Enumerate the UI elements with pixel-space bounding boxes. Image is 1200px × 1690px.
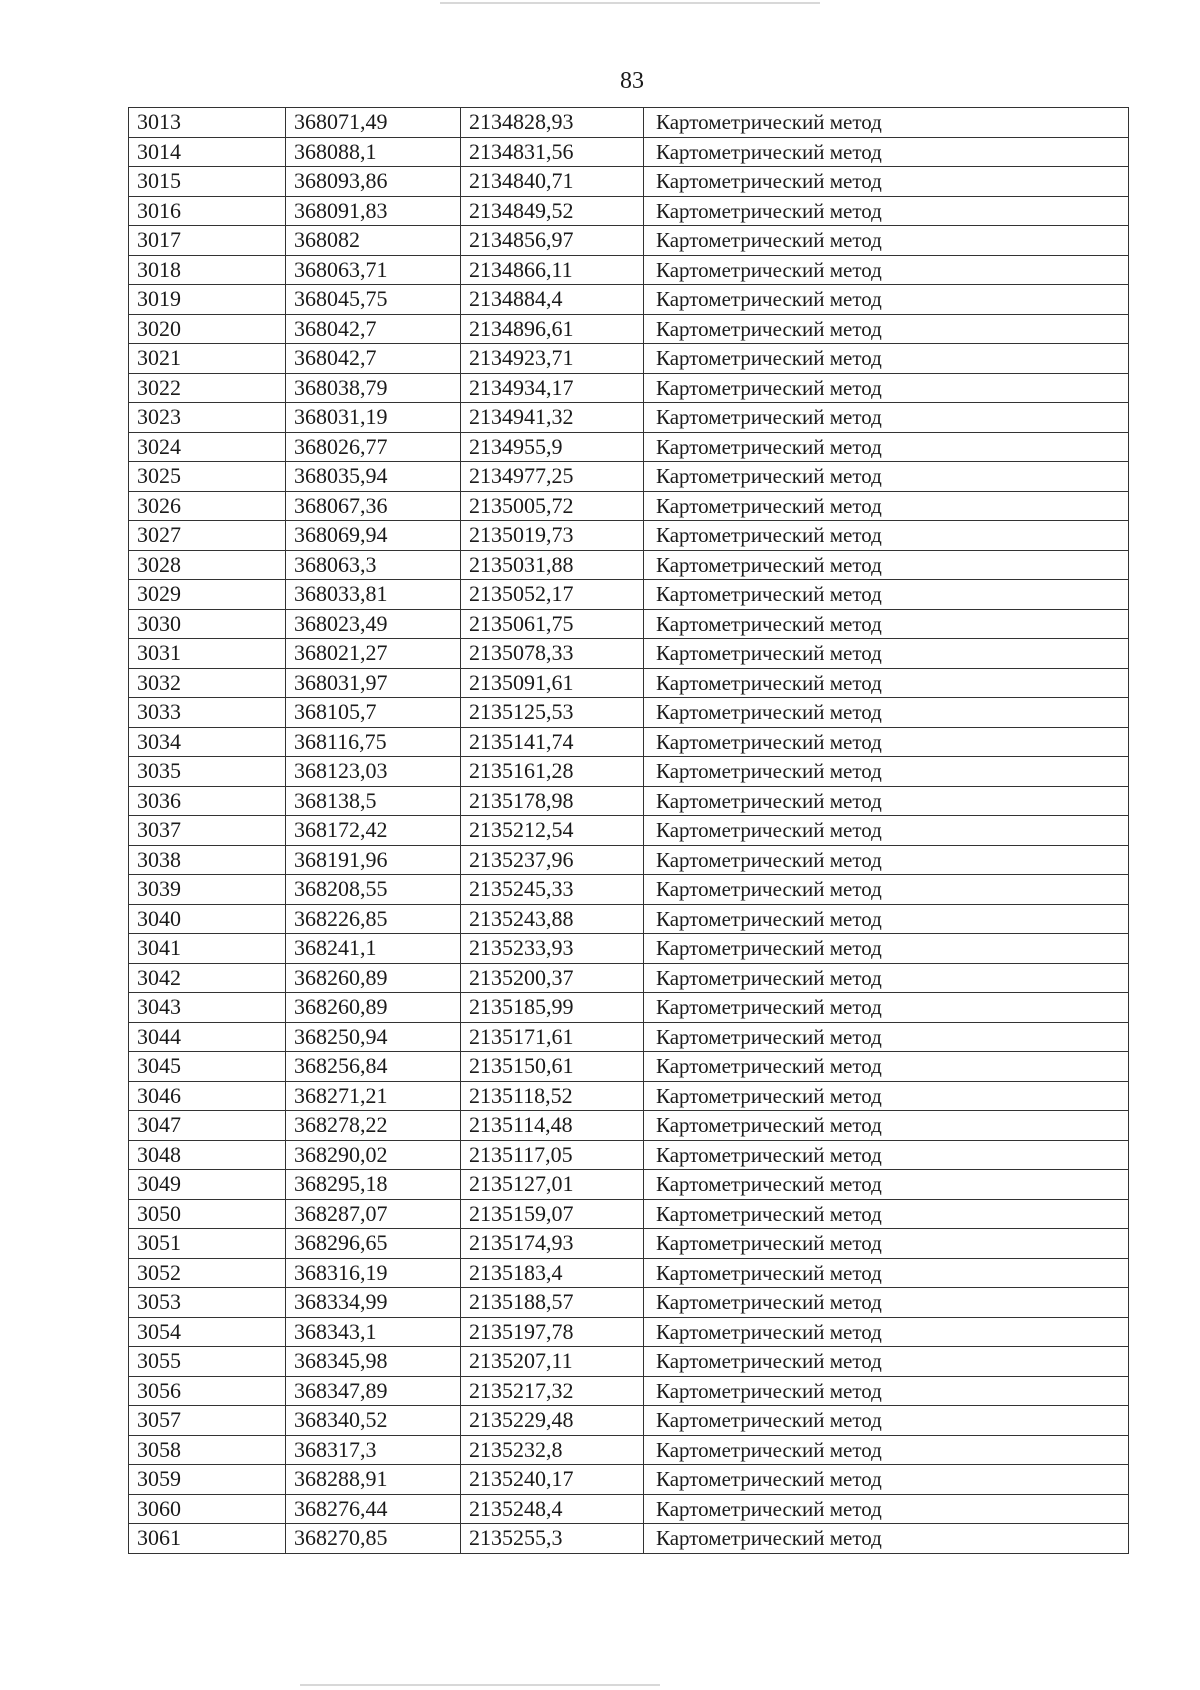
scan-artifact-bottom: [300, 1684, 660, 1686]
x-coordinate-cell: 368042,7: [286, 314, 461, 344]
table-row: [129, 137, 1129, 167]
y-coordinate-cell: 2135217,32: [461, 1376, 644, 1406]
table-row: [129, 757, 1129, 787]
x-coordinate-cell: 368287,07: [286, 1199, 461, 1229]
method-cell: Картометрический метод: [644, 1406, 1129, 1436]
x-coordinate-cell: 368290,02: [286, 1140, 461, 1170]
point-number-cell: 3045: [129, 1052, 286, 1082]
y-coordinate-cell: 2135114,48: [461, 1111, 644, 1141]
method-cell: Картометрический метод: [644, 462, 1129, 492]
table-row: [129, 314, 1129, 344]
table-row: [129, 845, 1129, 875]
method-cell: Картометрический метод: [644, 1524, 1129, 1554]
y-coordinate-cell: 2135207,11: [461, 1347, 644, 1377]
y-coordinate-cell: 2135243,88: [461, 904, 644, 934]
x-coordinate-cell: 368250,94: [286, 1022, 461, 1052]
method-cell: Картометрический метод: [644, 1317, 1129, 1347]
y-coordinate-cell: 2135117,05: [461, 1140, 644, 1170]
x-coordinate-cell: 368270,85: [286, 1524, 461, 1554]
table-row: [129, 993, 1129, 1023]
table-row: [129, 521, 1129, 551]
table-row: [129, 698, 1129, 728]
point-number-cell: 3044: [129, 1022, 286, 1052]
y-coordinate-cell: 2134977,25: [461, 462, 644, 492]
table-row: [129, 1494, 1129, 1524]
point-number-cell: 3041: [129, 934, 286, 964]
x-coordinate-cell: 368260,89: [286, 963, 461, 993]
method-cell: Картометрический метод: [644, 1347, 1129, 1377]
x-coordinate-cell: 368021,27: [286, 639, 461, 669]
method-cell: Картометрический метод: [644, 285, 1129, 315]
table-row: [129, 639, 1129, 669]
method-cell: Картометрический метод: [644, 1052, 1129, 1082]
table-row: [129, 108, 1129, 138]
x-coordinate-cell: 368340,52: [286, 1406, 461, 1436]
method-cell: Картометрический метод: [644, 432, 1129, 462]
x-coordinate-cell: 368033,81: [286, 580, 461, 610]
point-number-cell: 3022: [129, 373, 286, 403]
table-row: [129, 1376, 1129, 1406]
table-row: [129, 1435, 1129, 1465]
table-row: [129, 1022, 1129, 1052]
page-number: 83: [620, 68, 644, 94]
table-row: [129, 167, 1129, 197]
point-number-cell: 3029: [129, 580, 286, 610]
method-cell: Картометрический метод: [644, 1465, 1129, 1495]
method-cell: Картометрический метод: [644, 727, 1129, 757]
y-coordinate-cell: 2135212,54: [461, 816, 644, 846]
x-coordinate-cell: 368256,84: [286, 1052, 461, 1082]
x-coordinate-cell: 368288,91: [286, 1465, 461, 1495]
y-coordinate-cell: 2135161,28: [461, 757, 644, 787]
method-cell: Картометрический метод: [644, 196, 1129, 226]
point-number-cell: 3050: [129, 1199, 286, 1229]
point-number-cell: 3049: [129, 1170, 286, 1200]
x-coordinate-cell: 368347,89: [286, 1376, 461, 1406]
y-coordinate-cell: 2135248,4: [461, 1494, 644, 1524]
table-row: [129, 196, 1129, 226]
x-coordinate-cell: 368345,98: [286, 1347, 461, 1377]
x-coordinate-cell: 368069,94: [286, 521, 461, 551]
point-number-cell: 3028: [129, 550, 286, 580]
method-cell: Картометрический метод: [644, 167, 1129, 197]
y-coordinate-cell: 2135240,17: [461, 1465, 644, 1495]
y-coordinate-cell: 2134828,93: [461, 108, 644, 138]
x-coordinate-cell: 368063,3: [286, 550, 461, 580]
x-coordinate-cell: 368343,1: [286, 1317, 461, 1347]
point-number-cell: 3015: [129, 167, 286, 197]
point-number-cell: 3040: [129, 904, 286, 934]
method-cell: Картометрический метод: [644, 963, 1129, 993]
x-coordinate-cell: 368105,7: [286, 698, 461, 728]
table-row: [129, 344, 1129, 374]
x-coordinate-cell: 368042,7: [286, 344, 461, 374]
point-number-cell: 3018: [129, 255, 286, 285]
point-number-cell: 3052: [129, 1258, 286, 1288]
method-cell: Картометрический метод: [644, 1199, 1129, 1229]
x-coordinate-cell: 368295,18: [286, 1170, 461, 1200]
point-number-cell: 3025: [129, 462, 286, 492]
y-coordinate-cell: 2135233,93: [461, 934, 644, 964]
x-coordinate-cell: 368038,79: [286, 373, 461, 403]
table-row: [129, 462, 1129, 492]
method-cell: Картометрический метод: [644, 698, 1129, 728]
y-coordinate-cell: 2135052,17: [461, 580, 644, 610]
y-coordinate-cell: 2135237,96: [461, 845, 644, 875]
table-row: [129, 432, 1129, 462]
x-coordinate-cell: 368063,71: [286, 255, 461, 285]
point-number-cell: 3053: [129, 1288, 286, 1318]
method-cell: Картометрический метод: [644, 639, 1129, 669]
point-number-cell: 3034: [129, 727, 286, 757]
x-coordinate-cell: 368031,19: [286, 403, 461, 433]
table-row: [129, 963, 1129, 993]
y-coordinate-cell: 2135118,52: [461, 1081, 644, 1111]
table-row: [129, 1347, 1129, 1377]
x-coordinate-cell: 368276,44: [286, 1494, 461, 1524]
method-cell: Картометрический метод: [644, 845, 1129, 875]
x-coordinate-cell: 368316,19: [286, 1258, 461, 1288]
point-number-cell: 3046: [129, 1081, 286, 1111]
y-coordinate-cell: 2135232,8: [461, 1435, 644, 1465]
table-row: [129, 491, 1129, 521]
y-coordinate-cell: 2134923,71: [461, 344, 644, 374]
y-coordinate-cell: 2135197,78: [461, 1317, 644, 1347]
table-row: [129, 904, 1129, 934]
point-number-cell: 3020: [129, 314, 286, 344]
method-cell: Картометрический метод: [644, 904, 1129, 934]
y-coordinate-cell: 2135185,99: [461, 993, 644, 1023]
x-coordinate-cell: 368035,94: [286, 462, 461, 492]
x-coordinate-cell: 368226,85: [286, 904, 461, 934]
table-row: [129, 1406, 1129, 1436]
method-cell: Картометрический метод: [644, 1288, 1129, 1318]
table-row: [129, 285, 1129, 315]
y-coordinate-cell: 2135125,53: [461, 698, 644, 728]
method-cell: Картометрический метод: [644, 255, 1129, 285]
table-row: [129, 727, 1129, 757]
table-row: [129, 1258, 1129, 1288]
x-coordinate-cell: 368116,75: [286, 727, 461, 757]
y-coordinate-cell: 2135150,61: [461, 1052, 644, 1082]
method-cell: Картометрический метод: [644, 1258, 1129, 1288]
table-row: [129, 1317, 1129, 1347]
y-coordinate-cell: 2135188,57: [461, 1288, 644, 1318]
point-number-cell: 3056: [129, 1376, 286, 1406]
point-number-cell: 3032: [129, 668, 286, 698]
table-row: [129, 403, 1129, 433]
table-row: [129, 255, 1129, 285]
x-coordinate-cell: 368271,21: [286, 1081, 461, 1111]
point-number-cell: 3043: [129, 993, 286, 1023]
x-coordinate-cell: 368123,03: [286, 757, 461, 787]
point-number-cell: 3017: [129, 226, 286, 256]
x-coordinate-cell: 368317,3: [286, 1435, 461, 1465]
x-coordinate-cell: 368138,5: [286, 786, 461, 816]
point-number-cell: 3058: [129, 1435, 286, 1465]
method-cell: Картометрический метод: [644, 1111, 1129, 1141]
point-number-cell: 3061: [129, 1524, 286, 1554]
x-coordinate-cell: 368208,55: [286, 875, 461, 905]
x-coordinate-cell: 368091,83: [286, 196, 461, 226]
method-cell: Картометрический метод: [644, 993, 1129, 1023]
method-cell: Картометрический метод: [644, 344, 1129, 374]
table-row: [129, 1465, 1129, 1495]
table-row: [129, 226, 1129, 256]
method-cell: Картометрический метод: [644, 1229, 1129, 1259]
method-cell: Картометрический метод: [644, 1140, 1129, 1170]
method-cell: Картометрический метод: [644, 550, 1129, 580]
point-number-cell: 3031: [129, 639, 286, 669]
y-coordinate-cell: 2135200,37: [461, 963, 644, 993]
y-coordinate-cell: 2134934,17: [461, 373, 644, 403]
y-coordinate-cell: 2135141,74: [461, 727, 644, 757]
y-coordinate-cell: 2135091,61: [461, 668, 644, 698]
point-number-cell: 3024: [129, 432, 286, 462]
method-cell: Картометрический метод: [644, 108, 1129, 138]
method-cell: Картометрический метод: [644, 491, 1129, 521]
coordinates-table-body: [129, 108, 1129, 1554]
table-row: [129, 1288, 1129, 1318]
method-cell: Картометрический метод: [644, 403, 1129, 433]
x-coordinate-cell: 368241,1: [286, 934, 461, 964]
table-row: [129, 668, 1129, 698]
table-row: [129, 373, 1129, 403]
point-number-cell: 3036: [129, 786, 286, 816]
y-coordinate-cell: 2135174,93: [461, 1229, 644, 1259]
method-cell: Картометрический метод: [644, 816, 1129, 846]
table-row: [129, 1140, 1129, 1170]
point-number-cell: 3051: [129, 1229, 286, 1259]
point-number-cell: 3048: [129, 1140, 286, 1170]
y-coordinate-cell: 2134856,97: [461, 226, 644, 256]
y-coordinate-cell: 2134896,61: [461, 314, 644, 344]
point-number-cell: 3037: [129, 816, 286, 846]
coordinates-table: [128, 107, 1129, 1554]
point-number-cell: 3014: [129, 137, 286, 167]
x-coordinate-cell: 368071,49: [286, 108, 461, 138]
method-cell: Картометрический метод: [644, 1376, 1129, 1406]
y-coordinate-cell: 2134955,9: [461, 432, 644, 462]
x-coordinate-cell: 368172,42: [286, 816, 461, 846]
y-coordinate-cell: 2135229,48: [461, 1406, 644, 1436]
point-number-cell: 3039: [129, 875, 286, 905]
y-coordinate-cell: 2134866,11: [461, 255, 644, 285]
x-coordinate-cell: 368045,75: [286, 285, 461, 315]
table-row: [129, 1170, 1129, 1200]
table-row: [129, 786, 1129, 816]
method-cell: Картометрический метод: [644, 609, 1129, 639]
y-coordinate-cell: 2135061,75: [461, 609, 644, 639]
x-coordinate-cell: 368334,99: [286, 1288, 461, 1318]
x-coordinate-cell: 368067,36: [286, 491, 461, 521]
y-coordinate-cell: 2134849,52: [461, 196, 644, 226]
method-cell: Картометрический метод: [644, 580, 1129, 610]
table-row: [129, 1199, 1129, 1229]
point-number-cell: 3021: [129, 344, 286, 374]
point-number-cell: 3035: [129, 757, 286, 787]
y-coordinate-cell: 2134941,32: [461, 403, 644, 433]
y-coordinate-cell: 2134884,4: [461, 285, 644, 315]
method-cell: Картометрический метод: [644, 521, 1129, 551]
point-number-cell: 3013: [129, 108, 286, 138]
y-coordinate-cell: 2134831,56: [461, 137, 644, 167]
x-coordinate-cell: 368260,89: [286, 993, 461, 1023]
point-number-cell: 3055: [129, 1347, 286, 1377]
table-row: [129, 934, 1129, 964]
method-cell: Картометрический метод: [644, 668, 1129, 698]
table-row: [129, 875, 1129, 905]
point-number-cell: 3047: [129, 1111, 286, 1141]
x-coordinate-cell: 368296,65: [286, 1229, 461, 1259]
x-coordinate-cell: 368031,97: [286, 668, 461, 698]
method-cell: Картометрический метод: [644, 1170, 1129, 1200]
point-number-cell: 3060: [129, 1494, 286, 1524]
method-cell: Картометрический метод: [644, 786, 1129, 816]
method-cell: Картометрический метод: [644, 373, 1129, 403]
method-cell: Картометрический метод: [644, 1494, 1129, 1524]
coordinates-table-container: [128, 107, 1128, 1554]
point-number-cell: 3027: [129, 521, 286, 551]
y-coordinate-cell: 2135255,3: [461, 1524, 644, 1554]
method-cell: Картометрический метод: [644, 757, 1129, 787]
method-cell: Картометрический метод: [644, 1022, 1129, 1052]
point-number-cell: 3030: [129, 609, 286, 639]
y-coordinate-cell: 2135005,72: [461, 491, 644, 521]
point-number-cell: 3057: [129, 1406, 286, 1436]
y-coordinate-cell: 2135171,61: [461, 1022, 644, 1052]
y-coordinate-cell: 2135019,73: [461, 521, 644, 551]
x-coordinate-cell: 368191,96: [286, 845, 461, 875]
y-coordinate-cell: 2135078,33: [461, 639, 644, 669]
point-number-cell: 3042: [129, 963, 286, 993]
method-cell: Картометрический метод: [644, 1435, 1129, 1465]
point-number-cell: 3054: [129, 1317, 286, 1347]
x-coordinate-cell: 368023,49: [286, 609, 461, 639]
table-row: [129, 580, 1129, 610]
table-row: [129, 609, 1129, 639]
point-number-cell: 3059: [129, 1465, 286, 1495]
method-cell: Картометрический метод: [644, 875, 1129, 905]
table-row: [129, 1052, 1129, 1082]
table-row: [129, 1081, 1129, 1111]
y-coordinate-cell: 2135031,88: [461, 550, 644, 580]
point-number-cell: 3016: [129, 196, 286, 226]
point-number-cell: 3019: [129, 285, 286, 315]
x-coordinate-cell: 368082: [286, 226, 461, 256]
table-row: [129, 1524, 1129, 1554]
y-coordinate-cell: 2135178,98: [461, 786, 644, 816]
x-coordinate-cell: 368278,22: [286, 1111, 461, 1141]
point-number-cell: 3023: [129, 403, 286, 433]
y-coordinate-cell: 2135127,01: [461, 1170, 644, 1200]
method-cell: Картометрический метод: [644, 226, 1129, 256]
point-number-cell: 3038: [129, 845, 286, 875]
y-coordinate-cell: 2135159,07: [461, 1199, 644, 1229]
table-row: [129, 1229, 1129, 1259]
point-number-cell: 3026: [129, 491, 286, 521]
y-coordinate-cell: 2134840,71: [461, 167, 644, 197]
method-cell: Картометрический метод: [644, 314, 1129, 344]
x-coordinate-cell: 368093,86: [286, 167, 461, 197]
point-number-cell: 3033: [129, 698, 286, 728]
x-coordinate-cell: 368088,1: [286, 137, 461, 167]
table-row: [129, 550, 1129, 580]
scan-artifact-top: [440, 2, 820, 4]
y-coordinate-cell: 2135245,33: [461, 875, 644, 905]
table-row: [129, 816, 1129, 846]
method-cell: Картометрический метод: [644, 137, 1129, 167]
table-row: [129, 1111, 1129, 1141]
method-cell: Картометрический метод: [644, 934, 1129, 964]
y-coordinate-cell: 2135183,4: [461, 1258, 644, 1288]
method-cell: Картометрический метод: [644, 1081, 1129, 1111]
x-coordinate-cell: 368026,77: [286, 432, 461, 462]
